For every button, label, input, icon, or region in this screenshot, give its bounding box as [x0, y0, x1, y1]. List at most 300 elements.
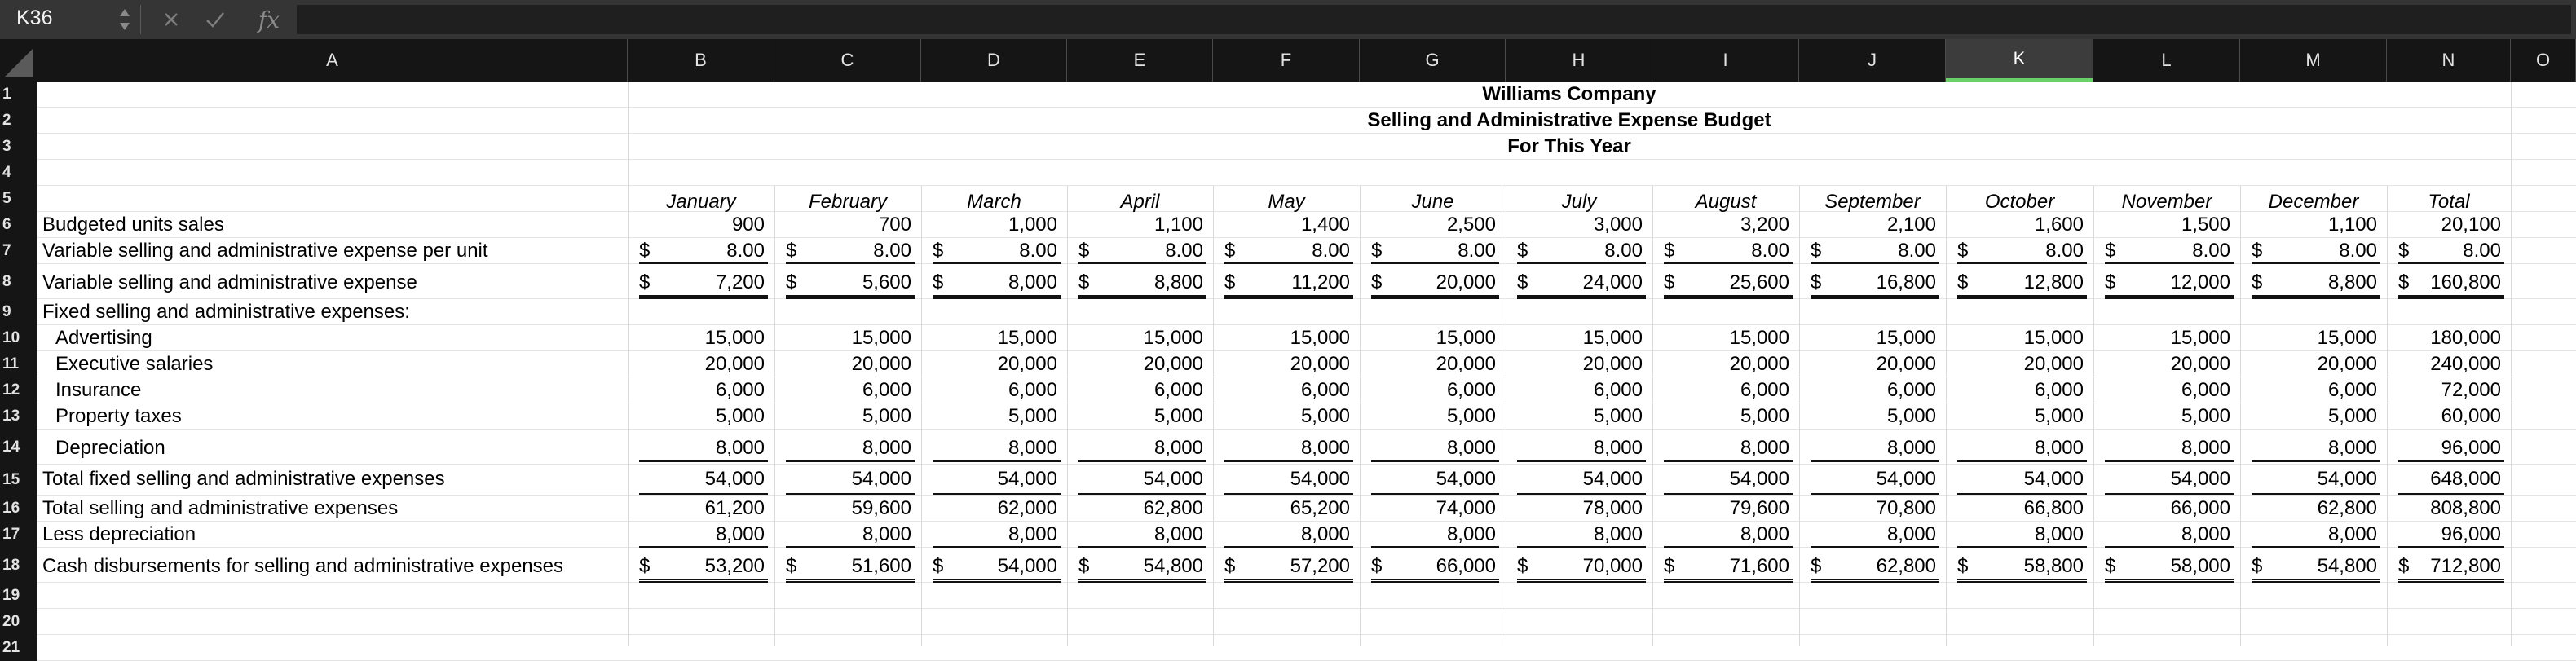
value-cell[interactable]: 180,000	[2430, 327, 2501, 349]
title-company: Williams Company	[1482, 83, 1656, 105]
double-underline	[2105, 295, 2234, 299]
row-header-15[interactable]: 15	[0, 465, 37, 496]
month-header-february: February	[808, 191, 888, 213]
value-cell[interactable]: 60,000	[2441, 405, 2501, 427]
value-cell[interactable]: 712,800	[2430, 555, 2501, 577]
currency-symbol: $	[786, 555, 797, 577]
value-cell[interactable]: 15,000	[2317, 327, 2377, 349]
value-cell[interactable]: 62,000	[997, 497, 1057, 519]
cell-grid	[0, 39, 2576, 656]
value-cell[interactable]: 20,000	[1143, 353, 1203, 375]
value-cell[interactable]: 8.00	[1604, 240, 1643, 262]
value-cell[interactable]: 54,000	[704, 468, 765, 490]
single-underline	[2398, 546, 2504, 548]
value-cell[interactable]: 53,200	[704, 555, 765, 577]
double-underline	[1664, 579, 1793, 583]
single-underline	[1811, 262, 1939, 264]
currency-symbol: $	[639, 555, 651, 577]
value-cell[interactable]: 900	[731, 214, 765, 236]
value-cell[interactable]: 6,000	[1008, 379, 1057, 401]
value-cell[interactable]: 66,800	[2023, 497, 2084, 519]
cancel-x-icon[interactable]	[155, 5, 187, 34]
month-header-january: January	[666, 191, 736, 213]
column-header-n[interactable]: N	[2387, 39, 2511, 82]
value-cell[interactable]: 20,000	[1876, 353, 1936, 375]
double-underline	[1224, 295, 1353, 299]
double-underline	[2252, 579, 2380, 583]
spreadsheet	[0, 39, 2576, 656]
currency-symbol: $	[2252, 271, 2263, 293]
row-header-21[interactable]: 21	[0, 635, 37, 661]
value-cell[interactable]: 6,000	[862, 379, 911, 401]
value-cell[interactable]: 8,000	[1740, 523, 1789, 545]
value-cell[interactable]: 8,000	[1300, 437, 1350, 459]
currency-symbol: $	[1811, 240, 1822, 262]
single-underline	[1224, 262, 1353, 264]
value-cell[interactable]: 20,000	[1729, 353, 1789, 375]
line-item-label: Budgeted units sales	[42, 214, 224, 236]
value-cell[interactable]: 8.00	[1019, 240, 1057, 262]
value-cell[interactable]: 78,000	[1582, 497, 1643, 519]
single-underline	[786, 460, 915, 462]
value-cell[interactable]: 8,000	[1593, 437, 1643, 459]
value-cell[interactable]: 15,000	[1876, 327, 1936, 349]
value-cell[interactable]: 15,000	[1290, 327, 1350, 349]
row-header-19[interactable]: 19	[0, 583, 37, 609]
value-cell[interactable]: 20,000	[1436, 353, 1496, 375]
value-cell[interactable]: 74,000	[1436, 497, 1496, 519]
value-cell[interactable]: 20,000	[997, 353, 1057, 375]
double-underline	[1664, 295, 1793, 299]
value-cell[interactable]: 3,000	[1593, 214, 1643, 236]
value-cell[interactable]: 6,000	[2327, 379, 2377, 401]
value-cell[interactable]: 8,000	[1008, 523, 1057, 545]
value-cell[interactable]: 66,000	[1436, 555, 1496, 577]
value-cell[interactable]: 8,000	[1740, 437, 1789, 459]
value-cell[interactable]: 5,000	[1886, 405, 1936, 427]
single-underline	[2252, 546, 2380, 548]
value-cell[interactable]: 62,800	[1143, 497, 1203, 519]
value-cell[interactable]: 5,000	[1300, 405, 1350, 427]
value-cell[interactable]: 5,000	[2034, 405, 2084, 427]
value-cell[interactable]: 15,000	[1436, 327, 1496, 349]
currency-symbol: $	[1811, 271, 1822, 293]
month-header-october: October	[1984, 191, 2055, 213]
value-cell[interactable]: 8,000	[2181, 437, 2230, 459]
single-underline	[1371, 460, 1499, 462]
single-underline	[1371, 493, 1499, 495]
value-cell[interactable]: 700	[878, 214, 911, 236]
value-cell[interactable]: 15,000	[997, 327, 1057, 349]
value-cell[interactable]: 1,100	[2327, 214, 2377, 236]
name-box-stepper-icon[interactable]	[117, 6, 132, 33]
value-cell[interactable]: 8.00	[2192, 240, 2230, 262]
line-item-label: Less depreciation	[42, 523, 196, 545]
value-cell[interactable]: 54,000	[851, 468, 911, 490]
currency-symbol: $	[2398, 240, 2410, 262]
select-all-corner[interactable]	[0, 39, 37, 82]
value-cell[interactable]: 61,200	[704, 497, 765, 519]
month-header-may: May	[1268, 191, 1305, 213]
row-header-6[interactable]: 6	[0, 212, 37, 238]
value-cell[interactable]: 160,800	[2430, 271, 2501, 293]
function-fx-icon[interactable]: fx	[258, 6, 280, 33]
value-cell[interactable]: 8.00	[2339, 240, 2377, 262]
value-cell[interactable]: 8,000	[1153, 523, 1203, 545]
value-cell[interactable]: 8.00	[726, 240, 765, 262]
value-cell[interactable]: 3,200	[1740, 214, 1789, 236]
double-underline	[639, 579, 768, 583]
column-header-k[interactable]: K	[1946, 39, 2093, 82]
line-item-label: Variable selling and administrative expense per unit	[42, 240, 488, 262]
value-cell[interactable]: 54,000	[1729, 468, 1789, 490]
value-cell[interactable]: 5,000	[2327, 405, 2377, 427]
value-cell[interactable]: 15,000	[2023, 327, 2084, 349]
single-underline	[2105, 493, 2234, 495]
value-cell[interactable]: 6,000	[1446, 379, 1496, 401]
double-underline	[1517, 295, 1646, 299]
currency-symbol: $	[1371, 555, 1383, 577]
month-header-november: November	[2121, 191, 2212, 213]
value-cell[interactable]: 6,000	[1153, 379, 1203, 401]
row-header-12[interactable]: 12	[0, 377, 37, 403]
value-cell[interactable]: 54,800	[2317, 555, 2377, 577]
single-underline	[1664, 546, 1793, 548]
value-cell[interactable]: 20,000	[2317, 353, 2377, 375]
month-header-september: September	[1824, 191, 1921, 213]
month-header-august: August	[1695, 191, 1757, 213]
row-header-3[interactable]: 3	[0, 134, 37, 160]
value-cell[interactable]: 8,000	[2034, 437, 2084, 459]
row-header-1[interactable]: 1	[0, 82, 37, 108]
value-cell[interactable]: 20,000	[2170, 353, 2230, 375]
double-underline	[1811, 295, 1939, 299]
value-cell[interactable]: 6,000	[1300, 379, 1350, 401]
single-underline	[2105, 460, 2234, 462]
value-cell[interactable]: 57,200	[1290, 555, 1350, 577]
currency-symbol: $	[1224, 271, 1236, 293]
value-cell[interactable]: 8,000	[862, 523, 911, 545]
value-cell[interactable]: 15,000	[851, 327, 911, 349]
row-header-5[interactable]: 5	[0, 186, 37, 212]
single-underline	[1957, 460, 2087, 462]
select-all-icon[interactable]	[3, 42, 36, 80]
formula-bar-separator	[140, 5, 141, 34]
value-cell[interactable]: 51,600	[851, 555, 911, 577]
value-cell[interactable]: 8,000	[1008, 437, 1057, 459]
confirm-check-icon[interactable]	[199, 5, 232, 34]
value-cell[interactable]: 24,000	[1582, 271, 1643, 293]
currency-symbol: $	[1224, 555, 1236, 577]
value-cell[interactable]: 6,000	[1740, 379, 1789, 401]
value-cell[interactable]: 5,000	[2181, 405, 2230, 427]
value-cell[interactable]: 8.00	[1458, 240, 1496, 262]
single-underline	[933, 493, 1061, 495]
value-cell[interactable]: 54,000	[1290, 468, 1350, 490]
single-underline	[1078, 546, 1206, 548]
value-cell[interactable]: 20,100	[2441, 214, 2501, 236]
value-cell[interactable]: 11,200	[1291, 271, 1350, 293]
value-cell[interactable]: 20,000	[704, 353, 765, 375]
value-cell[interactable]: 8,000	[1300, 523, 1350, 545]
currency-symbol: $	[639, 271, 651, 293]
value-cell[interactable]: 8,000	[1008, 271, 1057, 293]
value-cell[interactable]: 240,000	[2430, 353, 2501, 375]
single-underline	[1517, 460, 1646, 462]
value-cell[interactable]: 7,200	[715, 271, 765, 293]
single-underline	[2398, 262, 2504, 264]
value-cell[interactable]: 5,000	[715, 405, 765, 427]
value-cell[interactable]: 6,000	[2181, 379, 2230, 401]
value-cell[interactable]: 8,000	[715, 437, 765, 459]
double-underline	[786, 579, 915, 583]
currency-symbol: $	[1078, 240, 1090, 262]
single-underline	[1664, 460, 1793, 462]
currency-symbol: $	[933, 271, 944, 293]
line-item-label: Fixed selling and administrative expenses:	[42, 301, 410, 323]
column-header-f[interactable]: F	[1213, 39, 1360, 82]
single-underline	[2252, 460, 2380, 462]
column-header-l[interactable]: L	[2093, 39, 2240, 82]
double-underline	[786, 295, 915, 299]
value-cell[interactable]: 54,800	[1143, 555, 1203, 577]
value-cell[interactable]: 8,000	[1886, 523, 1936, 545]
double-underline	[2105, 579, 2234, 583]
value-cell[interactable]: 5,000	[862, 405, 911, 427]
value-cell[interactable]: 15,000	[2170, 327, 2230, 349]
single-underline	[933, 262, 1061, 264]
single-underline	[2252, 262, 2380, 264]
value-cell[interactable]: 8.00	[873, 240, 911, 262]
value-cell[interactable]: 20,000	[851, 353, 911, 375]
value-cell[interactable]: 8,000	[1446, 523, 1496, 545]
indented-line-item-label: Property taxes	[55, 405, 182, 427]
row-header-20[interactable]: 20	[0, 609, 37, 635]
value-cell[interactable]: 8.00	[2463, 240, 2501, 262]
column-header-b[interactable]: B	[628, 39, 774, 82]
currency-symbol: $	[786, 271, 797, 293]
row-header-8[interactable]: 8	[0, 264, 37, 299]
value-cell[interactable]: 8.00	[2045, 240, 2084, 262]
single-underline	[1224, 460, 1353, 462]
value-cell[interactable]: 8,000	[1593, 523, 1643, 545]
value-cell[interactable]: 8,000	[715, 523, 765, 545]
single-underline	[2105, 262, 2234, 264]
currency-symbol: $	[1078, 555, 1090, 577]
value-cell[interactable]: 8,000	[1446, 437, 1496, 459]
title-period: For This Year	[1507, 135, 1631, 157]
value-cell[interactable]: 8,000	[1886, 437, 1936, 459]
currency-symbol: $	[1957, 240, 1969, 262]
currency-symbol: $	[1517, 555, 1528, 577]
value-cell[interactable]: 54,000	[997, 555, 1057, 577]
value-cell[interactable]: 58,000	[2170, 555, 2230, 577]
value-cell[interactable]: 15,000	[1582, 327, 1643, 349]
double-underline	[1517, 579, 1646, 583]
value-cell[interactable]: 70,000	[1582, 555, 1643, 577]
value-cell[interactable]: 648,000	[2430, 468, 2501, 490]
column-header-g[interactable]: G	[1360, 39, 1506, 82]
value-cell[interactable]: 8,800	[2327, 271, 2377, 293]
value-cell[interactable]: 1,100	[1153, 214, 1203, 236]
value-cell[interactable]: 20,000	[1290, 353, 1350, 375]
single-underline	[639, 460, 768, 462]
value-cell[interactable]: 65,200	[1290, 497, 1350, 519]
column-header-i[interactable]: I	[1652, 39, 1799, 82]
column-header-d[interactable]: D	[921, 39, 1067, 82]
currency-symbol: $	[1078, 271, 1090, 293]
value-cell[interactable]: 62,800	[1876, 555, 1936, 577]
value-cell[interactable]: 2,500	[1446, 214, 1496, 236]
value-cell[interactable]: 66,000	[2170, 497, 2230, 519]
single-underline	[1957, 262, 2087, 264]
value-cell[interactable]: 8.00	[1751, 240, 1789, 262]
currency-symbol: $	[2252, 240, 2263, 262]
value-cell[interactable]: 54,000	[1876, 468, 1936, 490]
formula-bar	[0, 0, 2576, 39]
value-cell[interactable]: 12,000	[2170, 271, 2230, 293]
value-cell[interactable]: 8,000	[862, 437, 911, 459]
value-cell[interactable]: 96,000	[2441, 523, 2501, 545]
line-item-label: Cash disbursements for selling and administrative expenses	[42, 555, 563, 577]
value-cell[interactable]: 71,600	[1729, 555, 1789, 577]
value-cell[interactable]: 1,400	[1300, 214, 1350, 236]
value-cell[interactable]: 8,000	[1153, 437, 1203, 459]
column-header-e[interactable]: E	[1067, 39, 1213, 82]
title-report: Selling and Administrative Expense Budget	[1367, 109, 1771, 131]
row-header-4[interactable]: 4	[0, 160, 37, 186]
column-header-a[interactable]: A	[37, 39, 628, 82]
value-cell[interactable]: 808,800	[2430, 497, 2501, 519]
value-cell[interactable]: 5,000	[1446, 405, 1496, 427]
row-header-2[interactable]: 2	[0, 108, 37, 134]
value-cell[interactable]: 25,600	[1729, 271, 1789, 293]
value-cell[interactable]: 8.00	[1898, 240, 1936, 262]
value-cell[interactable]: 79,600	[1729, 497, 1789, 519]
row-header-14[interactable]: 14	[0, 430, 37, 465]
value-cell[interactable]: 96,000	[2441, 437, 2501, 459]
value-cell[interactable]: 54,000	[2023, 468, 2084, 490]
currency-symbol: $	[2398, 555, 2410, 577]
row-header-18[interactable]: 18	[0, 548, 37, 583]
row-header-10[interactable]: 10	[0, 325, 37, 351]
single-underline	[2252, 493, 2380, 495]
currency-symbol: $	[1224, 240, 1236, 262]
double-underline	[2398, 579, 2504, 583]
value-cell[interactable]: 8,000	[2327, 437, 2377, 459]
row-header-7[interactable]: 7	[0, 238, 37, 264]
value-cell[interactable]: 54,000	[2317, 468, 2377, 490]
value-cell[interactable]: 15,000	[1729, 327, 1789, 349]
value-cell[interactable]: 54,000	[997, 468, 1057, 490]
single-underline	[1078, 493, 1206, 495]
column-header-c[interactable]: C	[774, 39, 921, 82]
value-cell[interactable]: 70,800	[1876, 497, 1936, 519]
single-underline	[1811, 546, 1939, 548]
column-header-h[interactable]: H	[1506, 39, 1652, 82]
value-cell[interactable]: 1,000	[1008, 214, 1057, 236]
value-cell[interactable]: 1,500	[2181, 214, 2230, 236]
column-header-j[interactable]: J	[1799, 39, 1946, 82]
single-underline	[639, 493, 768, 495]
value-cell[interactable]: 8.00	[1312, 240, 1350, 262]
value-cell[interactable]: 54,000	[1143, 468, 1203, 490]
formula-input[interactable]	[297, 5, 2571, 34]
value-cell[interactable]: 6,000	[2034, 379, 2084, 401]
month-header-total: Total	[2428, 191, 2470, 213]
value-cell[interactable]: 54,000	[1436, 468, 1496, 490]
row-header-17[interactable]: 17	[0, 522, 37, 548]
value-cell[interactable]: 6,000	[1886, 379, 1936, 401]
value-cell[interactable]: 5,000	[1008, 405, 1057, 427]
row-header-11[interactable]: 11	[0, 351, 37, 377]
value-cell[interactable]: 72,000	[2441, 379, 2501, 401]
value-cell[interactable]: 8,800	[1153, 271, 1203, 293]
column-header-m[interactable]: M	[2240, 39, 2387, 82]
indented-line-item-label: Depreciation	[55, 437, 165, 459]
double-underline	[933, 579, 1061, 583]
value-cell[interactable]: 62,800	[2317, 497, 2377, 519]
single-underline	[1957, 493, 2087, 495]
value-cell[interactable]: 12,800	[2023, 271, 2084, 293]
row-header-9[interactable]: 9	[0, 299, 37, 325]
value-cell[interactable]: 8.00	[1165, 240, 1203, 262]
value-cell[interactable]: 15,000	[704, 327, 765, 349]
value-cell[interactable]: 6,000	[715, 379, 765, 401]
value-cell[interactable]: 5,600	[862, 271, 911, 293]
value-cell[interactable]: 59,600	[851, 497, 911, 519]
single-underline	[1078, 460, 1206, 462]
currency-symbol: $	[1664, 555, 1675, 577]
row-header-16[interactable]: 16	[0, 496, 37, 522]
value-cell[interactable]: 20,000	[1436, 271, 1496, 293]
single-underline	[933, 546, 1061, 548]
value-cell[interactable]: 5,000	[1593, 405, 1643, 427]
value-cell[interactable]: 20,000	[2023, 353, 2084, 375]
value-cell[interactable]: 58,800	[2023, 555, 2084, 577]
value-cell[interactable]: 8,000	[2034, 523, 2084, 545]
currency-symbol: $	[1371, 240, 1383, 262]
row-header-13[interactable]: 13	[0, 403, 37, 430]
double-underline	[1811, 579, 1939, 583]
value-cell[interactable]: 8,000	[2327, 523, 2377, 545]
value-cell[interactable]: 8,000	[2181, 523, 2230, 545]
value-cell[interactable]: 5,000	[1740, 405, 1789, 427]
value-cell[interactable]: 16,800	[1876, 271, 1936, 293]
single-underline	[1517, 546, 1646, 548]
value-cell[interactable]: 1,600	[2034, 214, 2084, 236]
value-cell[interactable]: 6,000	[1593, 379, 1643, 401]
value-cell[interactable]: 5,000	[1153, 405, 1203, 427]
value-cell[interactable]: 2,100	[1886, 214, 1936, 236]
single-underline	[1811, 460, 1939, 462]
value-cell[interactable]: 20,000	[1582, 353, 1643, 375]
double-underline	[1371, 579, 1499, 583]
single-underline	[2398, 493, 2504, 495]
double-underline	[2398, 295, 2504, 299]
value-cell[interactable]: 54,000	[2170, 468, 2230, 490]
row-gridline	[37, 634, 2576, 635]
single-underline	[1811, 493, 1939, 495]
name-box[interactable]	[0, 0, 139, 39]
double-underline	[639, 295, 768, 299]
column-header-o[interactable]: O	[2511, 39, 2576, 82]
single-underline	[933, 460, 1061, 462]
value-cell[interactable]: 15,000	[1143, 327, 1203, 349]
single-underline	[786, 493, 915, 495]
value-cell[interactable]: 54,000	[1582, 468, 1643, 490]
single-underline	[639, 262, 768, 264]
